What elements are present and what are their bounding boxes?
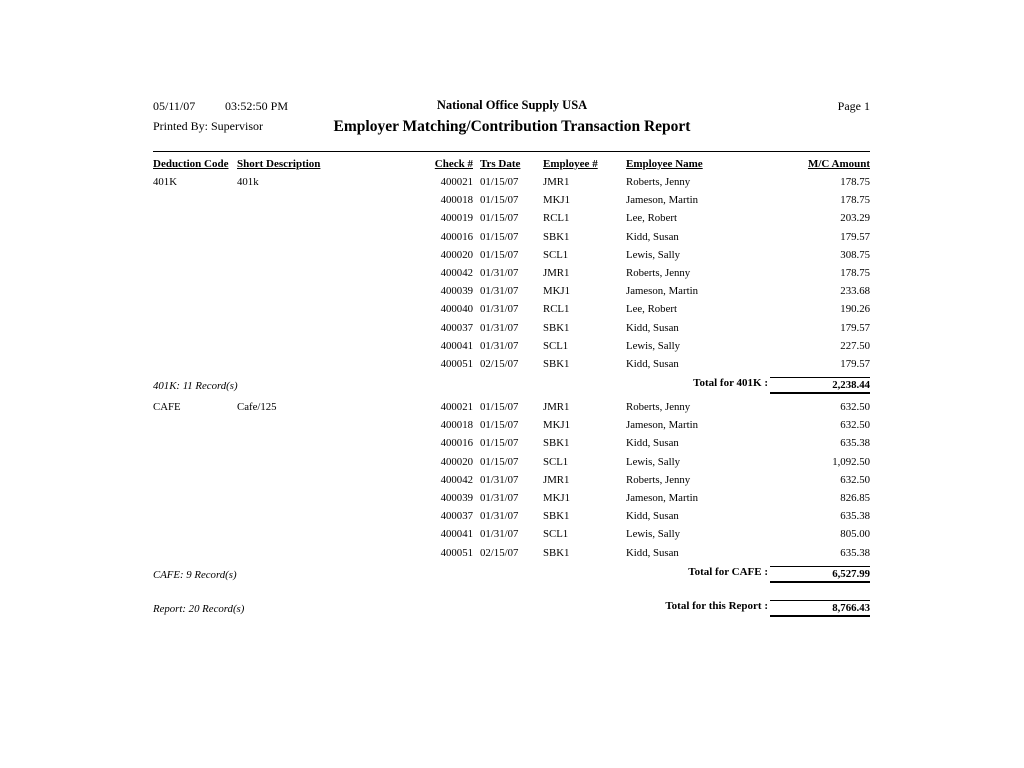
cell-deduction-code: CAFE	[153, 401, 181, 414]
cell-trs-date: 02/15/07	[480, 357, 519, 370]
cell-mc-amount: 178.75	[840, 194, 870, 207]
header-rule	[153, 151, 870, 152]
table-row	[0, 547, 1024, 565]
table-row	[0, 419, 1024, 437]
cell-mc-amount: 635.38	[840, 437, 870, 450]
table-row	[0, 322, 1024, 340]
cell-employee-name: Kidd, Susan	[626, 546, 679, 559]
table-row	[0, 267, 1024, 285]
cell-employee-number: SBK1	[543, 230, 570, 243]
column-header-mc-amount: M/C Amount	[807, 158, 870, 170]
cell-employee-number: SCL1	[543, 339, 569, 352]
cell-mc-amount: 227.50	[840, 339, 870, 352]
page-number: Page 1	[837, 99, 870, 113]
cell-check-number: 400016	[440, 230, 473, 243]
table-row	[0, 176, 1024, 194]
cell-employee-name: Lewis, Sally	[626, 455, 680, 468]
cell-employee-name: Kidd, Susan	[626, 321, 679, 334]
cell-check-number: 400042	[440, 266, 473, 279]
cell-trs-date: 01/31/07	[480, 473, 519, 486]
group-record-count: CAFE: 9 Record(s)	[153, 568, 237, 581]
cell-trs-date: 01/15/07	[480, 212, 519, 225]
cell-trs-date: 01/15/07	[480, 176, 519, 188]
cell-employee-name: Roberts, Jenny	[626, 473, 691, 486]
cell-check-number: 400042	[440, 473, 473, 486]
cell-trs-date: 01/15/07	[480, 437, 519, 450]
cell-employee-number: SBK1	[543, 546, 570, 559]
cell-check-number: 400037	[440, 510, 473, 523]
cell-short-description: 401k	[237, 176, 259, 188]
cell-deduction-code: 401K	[153, 176, 177, 188]
cell-employee-name: Lee, Robert	[626, 303, 677, 316]
report-total-amount: 8,766.43	[770, 600, 870, 617]
table-row	[0, 437, 1024, 455]
cell-employee-number: RCL1	[543, 303, 570, 316]
cell-employee-name: Jameson, Martin	[626, 492, 698, 504]
cell-check-number: 400021	[440, 401, 473, 414]
cell-mc-amount: 826.85	[840, 492, 870, 504]
cell-mc-amount: 805.00	[840, 528, 870, 541]
cell-check-number: 400039	[440, 492, 473, 504]
group-record-count: 401K: 11 Record(s)	[153, 380, 238, 393]
group-footer-row	[0, 376, 1024, 401]
cell-mc-amount: 179.57	[840, 230, 870, 243]
cell-mc-amount: 178.75	[840, 266, 870, 279]
cell-employee-name: Kidd, Susan	[626, 437, 679, 450]
cell-mc-amount: 233.68	[840, 285, 870, 298]
cell-trs-date: 01/31/07	[480, 285, 519, 298]
table-row	[0, 285, 1024, 303]
cell-trs-date: 01/15/07	[480, 455, 519, 468]
cell-mc-amount: 203.29	[840, 212, 870, 225]
cell-employee-number: MKJ1	[543, 285, 570, 298]
group-total-label: Total for 401K :	[693, 377, 768, 390]
cell-trs-date: 01/15/07	[480, 401, 519, 414]
group-total-label: Total for CAFE :	[688, 565, 768, 578]
table-row	[0, 528, 1024, 546]
cell-employee-name: Roberts, Jenny	[626, 401, 691, 414]
cell-mc-amount: 179.57	[840, 321, 870, 334]
cell-employee-number: MKJ1	[543, 194, 570, 207]
cell-check-number: 400018	[440, 194, 473, 207]
cell-check-number: 400041	[440, 528, 473, 541]
group-footer-row	[0, 565, 1024, 590]
cell-employee-number: JMR1	[543, 176, 570, 188]
table-row	[0, 358, 1024, 376]
table-row	[0, 340, 1024, 358]
cell-employee-number: JMR1	[543, 401, 570, 414]
column-header-trs-date: Trs Date	[480, 158, 521, 170]
column-header-check-number: Check #	[434, 158, 473, 170]
column-header-employee-name: Employee Name	[626, 158, 703, 170]
column-header-employee-number: Employee #	[543, 158, 598, 170]
cell-employee-name: Lewis, Sally	[626, 528, 680, 541]
cell-employee-number: MKJ1	[543, 419, 570, 432]
cell-mc-amount: 190.26	[840, 303, 870, 316]
column-header-short-description: Short Description	[237, 158, 321, 170]
cell-employee-name: Jameson, Martin	[626, 194, 698, 207]
cell-employee-number: MKJ1	[543, 492, 570, 504]
cell-check-number: 400021	[440, 176, 473, 188]
cell-mc-amount: 178.75	[840, 176, 870, 188]
cell-employee-number: SBK1	[543, 510, 570, 523]
cell-employee-name: Kidd, Susan	[626, 357, 679, 370]
cell-check-number: 400019	[440, 212, 473, 225]
cell-employee-number: SCL1	[543, 248, 569, 261]
cell-short-description: Cafe/125	[237, 401, 277, 414]
printed-by: Printed By: Supervisor	[153, 119, 263, 133]
cell-trs-date: 01/31/07	[480, 266, 519, 279]
cell-check-number: 400037	[440, 321, 473, 334]
table-row	[0, 303, 1024, 321]
cell-employee-number: SCL1	[543, 528, 569, 541]
cell-employee-number: SBK1	[543, 437, 570, 450]
cell-mc-amount: 179.57	[840, 357, 870, 370]
cell-employee-number: JMR1	[543, 266, 570, 279]
cell-trs-date: 01/15/07	[480, 194, 519, 207]
cell-employee-number: SCL1	[543, 455, 569, 468]
table-row	[0, 249, 1024, 267]
table-row	[0, 194, 1024, 212]
table-row	[0, 401, 1024, 419]
cell-employee-name: Jameson, Martin	[626, 419, 698, 432]
cell-check-number: 400020	[440, 248, 473, 261]
report-body	[0, 176, 1024, 625]
cell-employee-name: Kidd, Susan	[626, 510, 679, 523]
cell-mc-amount: 632.50	[840, 401, 870, 414]
group-total-amount: 6,527.99	[770, 566, 870, 583]
cell-employee-name: Lewis, Sally	[626, 339, 680, 352]
cell-employee-number: SBK1	[543, 321, 570, 334]
cell-employee-name: Lewis, Sally	[626, 248, 680, 261]
cell-mc-amount: 308.75	[840, 248, 870, 261]
table-row	[0, 474, 1024, 492]
cell-employee-number: RCL1	[543, 212, 570, 225]
cell-check-number: 400041	[440, 339, 473, 352]
cell-employee-name: Roberts, Jenny	[626, 176, 691, 188]
cell-check-number: 400051	[440, 357, 473, 370]
table-row	[0, 492, 1024, 510]
cell-check-number: 400020	[440, 455, 473, 468]
cell-trs-date: 01/31/07	[480, 492, 519, 504]
cell-employee-name: Roberts, Jenny	[626, 266, 691, 279]
cell-trs-date: 01/15/07	[480, 419, 519, 432]
report-total-label: Total for this Report :	[665, 599, 768, 612]
cell-employee-name: Jameson, Martin	[626, 285, 698, 298]
cell-mc-amount: 632.50	[840, 419, 870, 432]
report-footer-row	[0, 599, 1024, 625]
cell-trs-date: 02/15/07	[480, 546, 519, 559]
cell-employee-number: JMR1	[543, 473, 570, 486]
cell-trs-date: 01/31/07	[480, 510, 519, 523]
column-header-deduction-code: Deduction Code	[153, 158, 229, 170]
cell-mc-amount: 635.38	[840, 510, 870, 523]
print-date: 05/11/07	[153, 99, 196, 113]
cell-trs-date: 01/31/07	[480, 339, 519, 352]
cell-trs-date: 01/31/07	[480, 321, 519, 334]
table-row	[0, 212, 1024, 230]
print-time: 03:52:50 PM	[225, 99, 289, 113]
cell-check-number: 400018	[440, 419, 473, 432]
cell-check-number: 400039	[440, 285, 473, 298]
cell-employee-number: SBK1	[543, 357, 570, 370]
cell-employee-name: Kidd, Susan	[626, 230, 679, 243]
cell-check-number: 400051	[440, 546, 473, 559]
group-total-amount: 2,238.44	[770, 377, 870, 394]
cell-employee-name: Lee, Robert	[626, 212, 677, 225]
cell-mc-amount: 632.50	[840, 473, 870, 486]
cell-mc-amount: 1,092.50	[832, 455, 870, 468]
cell-trs-date: 01/15/07	[480, 230, 519, 243]
cell-mc-amount: 635.38	[840, 546, 870, 559]
company-name: National Office Supply USA	[436, 98, 588, 112]
cell-trs-date: 01/31/07	[480, 528, 519, 541]
table-row	[0, 456, 1024, 474]
report-record-count: Report: 20 Record(s)	[153, 602, 245, 615]
cell-trs-date: 01/15/07	[480, 248, 519, 261]
cell-check-number: 400016	[440, 437, 473, 450]
cell-check-number: 400040	[440, 303, 473, 316]
table-row	[0, 231, 1024, 249]
cell-trs-date: 01/31/07	[480, 303, 519, 316]
table-row	[0, 510, 1024, 528]
page-title: Employer Matching/Contribution Transaction Report	[333, 118, 691, 135]
